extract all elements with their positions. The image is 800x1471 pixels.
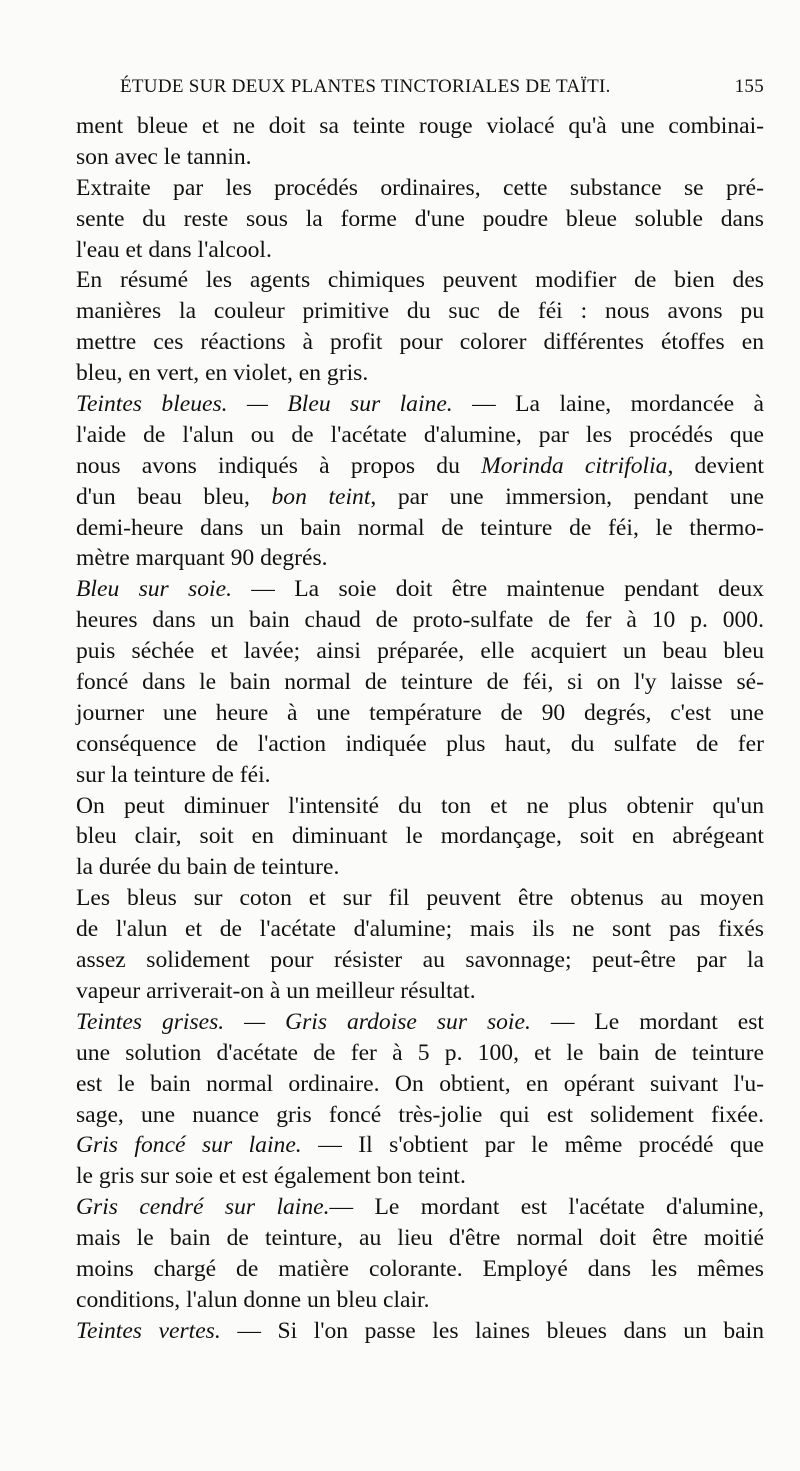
text-segment: l'aide de l'alun ou de l'acétate d'alumine, par les procédés que bbox=[76, 421, 764, 448]
text-line bbox=[76, 204, 764, 235]
text-segment: sage, une nuance gris foncé très-jolie qui est solidement fixée. bbox=[76, 1101, 764, 1128]
text-segment: sur la teinture de féi. bbox=[76, 761, 271, 788]
text-segment: demi-heure dans un bain normal de teinture de féi, le thermo- bbox=[76, 514, 764, 541]
text-line bbox=[76, 1161, 764, 1192]
text-line bbox=[76, 420, 764, 451]
text-segment: le gris sur soie et est également bon teint. bbox=[76, 1163, 466, 1190]
text-line bbox=[76, 389, 764, 420]
text-line bbox=[76, 265, 764, 296]
text-line bbox=[76, 1254, 764, 1285]
text-line bbox=[76, 111, 764, 142]
running-header bbox=[76, 76, 764, 106]
text-segment: — Le mordant est l'acétate d'alumine, bbox=[329, 1194, 764, 1221]
italic-text: Morinda citrifolia bbox=[481, 452, 668, 479]
italic-text: Teintes bleues. — Bleu sur laine. bbox=[76, 391, 453, 418]
text-line bbox=[76, 760, 764, 791]
text-segment: — Si l'on passe les laines bleues dans un bain bbox=[220, 1317, 764, 1344]
text-line bbox=[76, 698, 764, 729]
text-segment: manières la couleur primitive du suc de féi : nous avons pu bbox=[76, 298, 764, 325]
text-segment: de l'alun et de l'acétate d'alumine; mais ils ne sont pas fixés bbox=[76, 916, 764, 943]
text-segment: bleu clair, soit en diminuant le mordançage, soit en abrégeant bbox=[76, 823, 764, 850]
text-line bbox=[76, 296, 764, 327]
text-segment: mètre marquant 90 degrés. bbox=[76, 545, 328, 572]
text-line bbox=[76, 667, 764, 698]
text-line bbox=[76, 883, 764, 914]
body-text bbox=[76, 111, 764, 1347]
text-segment: son avec le tannin. bbox=[76, 143, 252, 170]
running-title: ÉTUDE SUR DEUX PLANTES TINCTORIALES DE TAÏTI. bbox=[120, 76, 611, 97]
text-segment: conséquence de l'action indiquée plus haut, du sulfate de fer bbox=[76, 730, 764, 757]
italic-text: Gris cendré sur laine. bbox=[76, 1194, 330, 1221]
text-segment: bleu, en vert, en violet, en gris. bbox=[76, 360, 369, 387]
text-segment: — Le mordant est bbox=[530, 1008, 764, 1035]
text-segment: En résumé les agents chimiques peuvent modifier de bien des bbox=[76, 267, 764, 294]
text-line bbox=[76, 605, 764, 636]
text-line bbox=[76, 1069, 764, 1100]
text-line bbox=[76, 574, 764, 605]
text-segment: puis séchée et lavée; ainsi préparée, elle acquiert un beau bleu bbox=[76, 638, 764, 665]
italic-text: Teintes vertes. bbox=[76, 1317, 221, 1344]
text-segment: On peut diminuer l'intensité du ton et ne plus obtenir qu'un bbox=[76, 792, 764, 819]
text-segment: ment bleue et ne doit sa teinte rouge violacé qu'à une combinai- bbox=[76, 113, 764, 139]
text-line bbox=[76, 358, 764, 389]
text-segment: heures dans un bain chaud de proto-sulfate de fer à 10 p. 000. bbox=[76, 607, 764, 634]
text-line bbox=[76, 327, 764, 358]
text-segment: assez solidement pour résister au savonnage; peut-être par la bbox=[76, 947, 764, 974]
text-line bbox=[76, 1130, 764, 1161]
text-line bbox=[76, 821, 764, 852]
italic-text: bon teint bbox=[271, 483, 371, 510]
text-line bbox=[76, 1285, 764, 1316]
text-line bbox=[76, 142, 764, 173]
text-segment: Extraite par les procédés ordinaires, cette substance se pré- bbox=[76, 174, 764, 201]
text-line bbox=[76, 1038, 764, 1069]
text-line bbox=[76, 945, 764, 976]
text-segment: foncé dans le bain normal de teinture de féi, si on l'y laisse sé- bbox=[76, 669, 764, 696]
text-line bbox=[76, 173, 764, 204]
text-line bbox=[76, 1192, 764, 1223]
text-segment: , devient bbox=[667, 452, 764, 479]
text-line bbox=[76, 1100, 764, 1131]
text-line bbox=[76, 543, 764, 574]
text-segment: — Il s'obtient par le même procédé que bbox=[301, 1132, 765, 1159]
text-line bbox=[76, 729, 764, 760]
italic-text: Bleu sur soie. bbox=[76, 576, 232, 603]
text-segment: — La laine, mordancée à bbox=[452, 391, 764, 418]
italic-text: Teintes grises. — Gris ardoise sur soie. bbox=[76, 1008, 531, 1035]
italic-text: Gris foncé sur laine. bbox=[76, 1132, 302, 1159]
text-segment: d'un beau bleu, bbox=[76, 483, 272, 510]
text-segment: une solution d'acétate de fer à 5 p. 100, et le bain de teinture bbox=[76, 1039, 764, 1066]
text-line bbox=[76, 482, 764, 513]
text-line bbox=[76, 451, 764, 482]
text-line bbox=[76, 636, 764, 667]
text-line bbox=[76, 914, 764, 945]
text-segment: nous avons indiqués à propos du bbox=[76, 452, 482, 479]
text-segment: — La soie doit être maintenue pendant deux bbox=[231, 576, 764, 603]
text-line bbox=[76, 513, 764, 544]
text-line bbox=[76, 1316, 764, 1347]
text-segment: , par une immersion, pendant une bbox=[370, 483, 764, 510]
text-segment: l'eau et dans l'alcool. bbox=[76, 236, 272, 263]
text-segment: journer une heure à une température de 90 degrés, c'est une bbox=[76, 699, 764, 726]
text-line bbox=[76, 791, 764, 822]
text-line bbox=[76, 235, 764, 266]
text-segment: mais le bain de teinture, au lieu d'être normal doit être moitié bbox=[76, 1225, 764, 1252]
text-line bbox=[76, 976, 764, 1007]
text-segment: mettre ces réactions à profit pour colorer différentes étoffes en bbox=[76, 329, 764, 356]
text-line bbox=[76, 852, 764, 883]
text-line bbox=[76, 1007, 764, 1038]
text-line bbox=[76, 1223, 764, 1254]
text-segment: conditions, l'alun donne un bleu clair. bbox=[76, 1286, 430, 1313]
text-segment: moins chargé de matière colorante. Employé dans les mêmes bbox=[76, 1255, 764, 1282]
text-segment: la durée du bain de teinture. bbox=[76, 854, 340, 881]
text-segment: vapeur arriverait-on à un meilleur résultat. bbox=[76, 977, 476, 1004]
text-segment: est le bain normal ordinaire. On obtient, en opérant suivant l'u- bbox=[76, 1070, 764, 1097]
text-segment: Les bleus sur coton et sur fil peuvent être obtenus au moyen bbox=[76, 885, 764, 912]
text-segment: sente du reste sous la forme d'une poudre bleue soluble dans bbox=[76, 205, 764, 232]
page-number: 155 bbox=[734, 76, 764, 97]
